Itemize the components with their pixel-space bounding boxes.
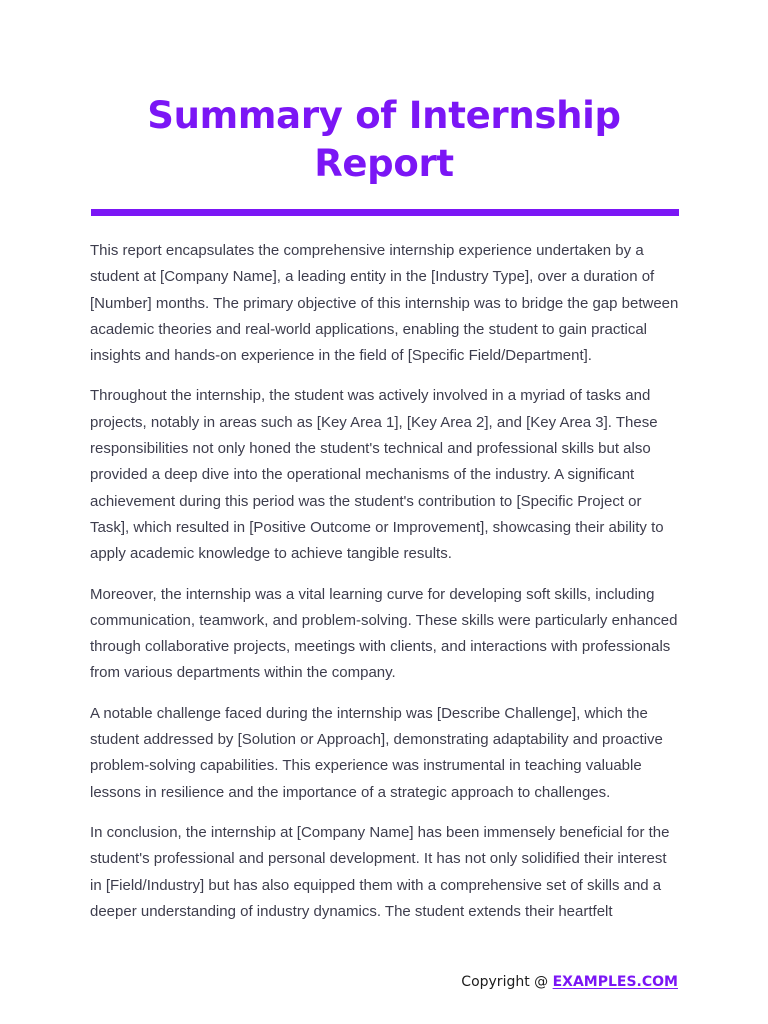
paragraph-conclusion: In conclusion, the internship at [Company Name] has been immensely beneficial for the student's professional and personal development. It has not only solidified their interest in [Field/Industry] but has also equipped them with a comprehensive set of skills and a deeper understanding of industry dynamics. The student extends their heartfelt	[90, 823, 670, 920]
title-divider	[91, 209, 679, 216]
paragraph-soft-skills: Moreover, the internship was a vital learning curve for developing soft skills, including communication, teamwork, and problem-solving. These skills were particularly enhanced through collaborative projects, meetings with clients, and interactions with professionals from various departments within the company.	[90, 585, 678, 682]
copyright-footer	[461, 972, 678, 992]
copyright-text: Copyright @	[461, 974, 553, 990]
document-body	[90, 238, 680, 939]
paragraph-responsibilities: Throughout the internship, the student was actively involved in a myriad of tasks and projects, notably in areas such as [Key Area 1], [Key Area 2], and [Key Area 3]. These responsibilities not only honed the student's technical and professional skills but also provided a deep dive into the operational mechanisms of the industry. A significant achievement during this period was the student's contribution to [Specific Project or Task], which resulted in [Positive Outcome or Improvement], showcasing their ability to apply academic knowledge to achieve tangible results.	[90, 387, 664, 563]
examples-com-link[interactable]: EXAMPLES.COM	[552, 974, 678, 990]
paragraph-challenge: A notable challenge faced during the internship was [Describe Challenge], which the student addressed by [Solution or Approach], demonstrating adaptability and proactive problem-solving capabilities. This experience was instrumental in teaching valuable lessons in resilience and the importance of a strategic approach to challenges.	[90, 704, 663, 801]
document-title: Summary of Internship Report	[147, 94, 621, 185]
paragraph-intro: This report encapsulates the comprehensive internship experience undertaken by a student at [Company Name], a leading entity in the [Industry Type], over a duration of [Number] months. The primary objective of this internship was to bridge the gap between academic theories and real-world applications, enabling the student to gain practical insights and hands-on experience in the field of [Specific Field/Department].	[90, 242, 679, 365]
